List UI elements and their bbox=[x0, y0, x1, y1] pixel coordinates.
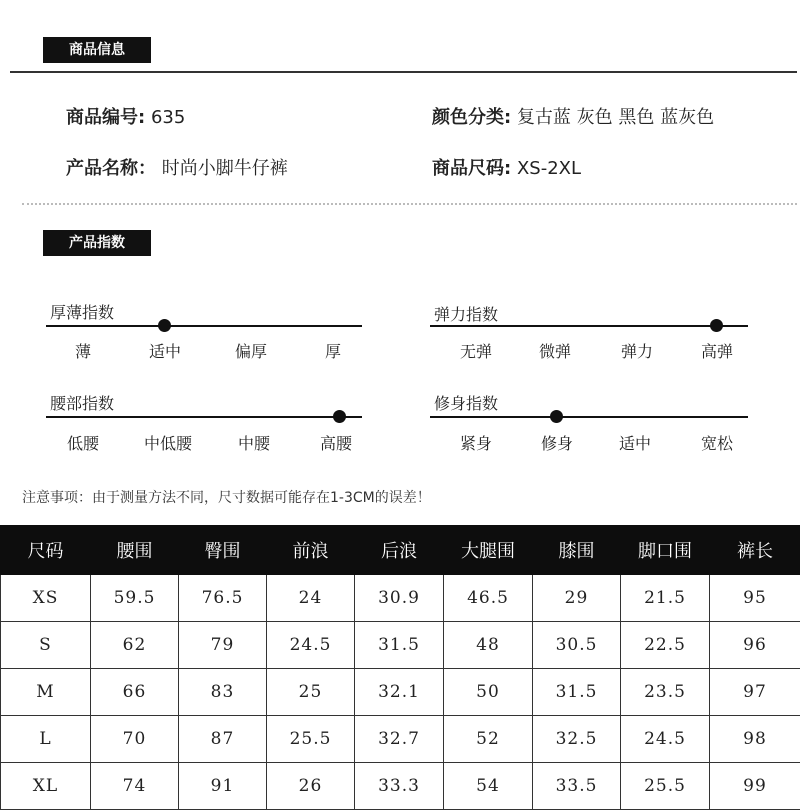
size-table bbox=[0, 525, 800, 810]
product-code-label: 商品编号: bbox=[66, 107, 145, 128]
table-cell: XL bbox=[1, 763, 91, 810]
table-cell: 70 bbox=[91, 716, 179, 763]
elasticity-index-line bbox=[430, 325, 748, 327]
table-cell: 95 bbox=[710, 575, 800, 622]
table-cell: 24 bbox=[267, 575, 355, 622]
fit-option: 修身 bbox=[541, 431, 573, 454]
table-header: 膝围 bbox=[533, 526, 621, 575]
table-cell: 48 bbox=[444, 622, 533, 669]
dotted-divider bbox=[22, 203, 797, 205]
elasticity-option: 无弹 bbox=[460, 339, 492, 362]
table-cell: 52 bbox=[444, 716, 533, 763]
table-header: 臀围 bbox=[179, 526, 267, 575]
table-cell: 25 bbox=[267, 669, 355, 716]
product-index-tag: 产品指数 bbox=[43, 230, 151, 256]
table-header: 裤长 bbox=[710, 526, 800, 575]
waist-option: 中腰 bbox=[238, 431, 270, 454]
table-cell: XS bbox=[1, 575, 91, 622]
table-cell: 46.5 bbox=[444, 575, 533, 622]
table-cell: M bbox=[1, 669, 91, 716]
waist-option: 低腰 bbox=[67, 431, 99, 454]
table-cell: 31.5 bbox=[533, 669, 621, 716]
table-row bbox=[1, 763, 800, 810]
table-cell: 66 bbox=[91, 669, 179, 716]
elasticity-option: 弹力 bbox=[621, 339, 653, 362]
waist-index-title: 腰部指数 bbox=[50, 391, 114, 414]
product-name bbox=[66, 154, 288, 180]
table-cell: 79 bbox=[179, 622, 267, 669]
table-cell: 62 bbox=[91, 622, 179, 669]
thickness-option: 偏厚 bbox=[235, 339, 267, 362]
table-cell: 23.5 bbox=[621, 669, 710, 716]
product-code-value: 635 bbox=[151, 107, 185, 128]
product-size-value: XS-2XL bbox=[517, 158, 581, 179]
table-cell: 32.5 bbox=[533, 716, 621, 763]
elasticity-index-marker bbox=[710, 319, 723, 332]
fit-option: 适中 bbox=[619, 431, 651, 454]
fit-option: 紧身 bbox=[460, 431, 492, 454]
elasticity-option: 高弹 bbox=[701, 339, 733, 362]
measurement-note: 注意事项：由于测量方法不同，尺寸数据可能存在1-3CM的误差！ bbox=[22, 487, 431, 507]
table-cell: 59.5 bbox=[91, 575, 179, 622]
table-cell: 33.5 bbox=[533, 763, 621, 810]
table-cell: 30.5 bbox=[533, 622, 621, 669]
color-category bbox=[432, 103, 714, 129]
table-cell: 29 bbox=[533, 575, 621, 622]
thickness-option: 适中 bbox=[149, 339, 181, 362]
product-name-label: 产品名称： bbox=[66, 158, 156, 179]
table-cell: 24.5 bbox=[621, 716, 710, 763]
table-cell: 22.5 bbox=[621, 622, 710, 669]
table-header: 后浪 bbox=[355, 526, 444, 575]
table-cell: 24.5 bbox=[267, 622, 355, 669]
table-cell: 30.9 bbox=[355, 575, 444, 622]
table-row bbox=[1, 575, 800, 622]
fit-index-title: 修身指数 bbox=[434, 391, 498, 414]
table-cell: 96 bbox=[710, 622, 800, 669]
table-cell: 50 bbox=[444, 669, 533, 716]
table-row bbox=[1, 669, 800, 716]
fit-index-marker bbox=[550, 410, 563, 423]
table-header: 脚口围 bbox=[621, 526, 710, 575]
table-cell: 54 bbox=[444, 763, 533, 810]
table-cell: 87 bbox=[179, 716, 267, 763]
table-cell: 31.5 bbox=[355, 622, 444, 669]
table-cell: 98 bbox=[710, 716, 800, 763]
elasticity-index-title: 弹力指数 bbox=[434, 302, 498, 325]
product-code bbox=[66, 103, 185, 129]
product-info-tag: 商品信息 bbox=[43, 37, 151, 63]
thickness-index-title: 厚薄指数 bbox=[50, 300, 114, 323]
table-cell: L bbox=[1, 716, 91, 763]
table-row bbox=[1, 622, 800, 669]
waist-index-line bbox=[46, 416, 362, 418]
color-category-value: 复古蓝 灰色 黑色 蓝灰色 bbox=[517, 107, 714, 128]
table-header: 前浪 bbox=[267, 526, 355, 575]
table-cell: 74 bbox=[91, 763, 179, 810]
table-cell: 99 bbox=[710, 763, 800, 810]
table-cell: 91 bbox=[179, 763, 267, 810]
fit-index-line bbox=[430, 416, 748, 418]
table-row bbox=[1, 716, 800, 763]
table-cell: 76.5 bbox=[179, 575, 267, 622]
product-size-label: 商品尺码: bbox=[432, 158, 511, 179]
thickness-index-marker bbox=[158, 319, 171, 332]
table-cell: 21.5 bbox=[621, 575, 710, 622]
table-cell: S bbox=[1, 622, 91, 669]
product-name-value: 时尚小脚牛仔裤 bbox=[162, 158, 288, 179]
table-cell: 32.7 bbox=[355, 716, 444, 763]
table-header: 大腿围 bbox=[444, 526, 533, 575]
table-cell: 25.5 bbox=[621, 763, 710, 810]
thickness-option: 薄 bbox=[75, 339, 91, 362]
waist-option: 高腰 bbox=[320, 431, 352, 454]
fit-option: 宽松 bbox=[701, 431, 733, 454]
table-header: 尺码 bbox=[1, 526, 91, 575]
product-size bbox=[432, 154, 581, 180]
table-cell: 83 bbox=[179, 669, 267, 716]
table-cell: 25.5 bbox=[267, 716, 355, 763]
waist-option: 中低腰 bbox=[144, 431, 192, 454]
table-header-row bbox=[1, 526, 800, 575]
table-cell: 32.1 bbox=[355, 669, 444, 716]
waist-index-marker bbox=[333, 410, 346, 423]
thickness-option: 厚 bbox=[325, 339, 341, 362]
thickness-index-line bbox=[46, 325, 362, 327]
table-cell: 33.3 bbox=[355, 763, 444, 810]
section-divider bbox=[10, 71, 797, 73]
table-cell: 26 bbox=[267, 763, 355, 810]
table-cell: 97 bbox=[710, 669, 800, 716]
color-category-label: 颜色分类: bbox=[432, 107, 511, 128]
table-header: 腰围 bbox=[91, 526, 179, 575]
elasticity-option: 微弹 bbox=[539, 339, 571, 362]
